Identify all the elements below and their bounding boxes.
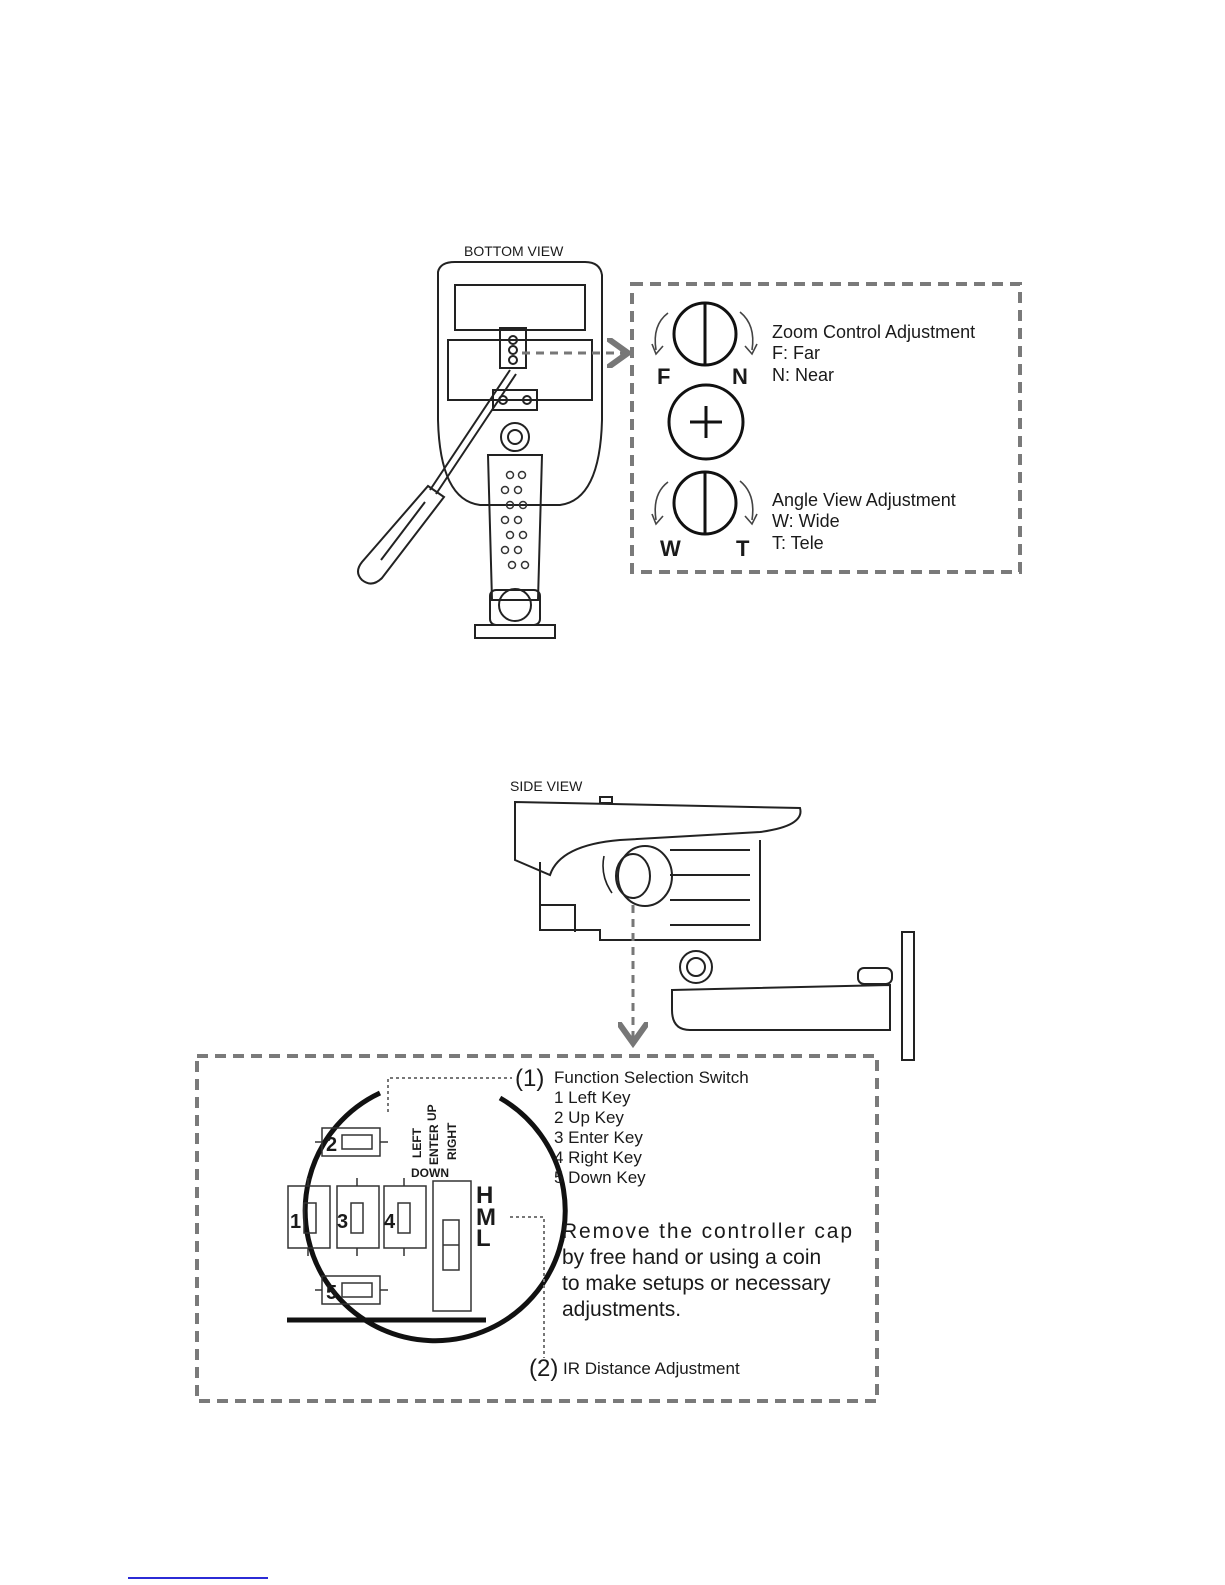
zoom-right-arrowhead xyxy=(745,344,757,354)
instruction-line: to make setups or necessary xyxy=(562,1272,831,1295)
zoom-left-rotate-arrow xyxy=(655,313,668,350)
angle-tele-letter: T xyxy=(736,536,750,561)
angle-dial-icon xyxy=(674,472,736,534)
screw-plus-icon xyxy=(669,385,743,459)
dial-label-up: UP xyxy=(425,1104,439,1121)
camera-bottom-illustration xyxy=(438,262,602,638)
angle-left-rotate-arrow xyxy=(655,482,668,520)
angle-left-arrowhead xyxy=(652,514,663,524)
instruction-line: Remove the controller cap xyxy=(562,1220,852,1243)
zoom-left-arrowhead xyxy=(652,344,663,354)
dial-label-right: RIGHT xyxy=(445,1122,459,1160)
ir-distance-label: IR Distance Adjustment xyxy=(563,1359,740,1378)
hml-m: M xyxy=(476,1204,496,1231)
key-number-2: 2 xyxy=(326,1134,338,1156)
zoom-near-letter: N xyxy=(732,364,748,389)
zoom-dial-icon xyxy=(674,303,736,365)
key-list-item: 5 Down Key xyxy=(554,1168,646,1187)
angle-heading: Angle View Adjustment xyxy=(772,490,956,510)
ir-distance-number: (2) xyxy=(529,1355,559,1382)
ir-slide-switch xyxy=(433,1181,471,1311)
function-switch-leader xyxy=(388,1078,512,1112)
angle-right-arrowhead xyxy=(745,514,757,524)
key-number-3: 3 xyxy=(337,1211,349,1233)
key-list-item: 3 Enter Key xyxy=(554,1128,643,1147)
key-number-5: 5 xyxy=(326,1282,338,1304)
angle-right-rotate-arrow xyxy=(740,481,753,520)
instruction-line: adjustments. xyxy=(562,1298,682,1321)
hml-h: H xyxy=(476,1182,494,1209)
key-list-item: 1 Left Key xyxy=(554,1088,631,1107)
zoom-far-text: F: Far xyxy=(772,343,820,363)
dial-label-down: DOWN xyxy=(411,1166,449,1180)
angle-wide-letter: W xyxy=(660,536,681,561)
key-number-1: 1 xyxy=(290,1211,302,1233)
hml-l: L xyxy=(476,1225,491,1252)
dial-label-enter: ENTER xyxy=(427,1124,441,1165)
key-number-4: 4 xyxy=(384,1211,396,1233)
key-list-item: 4 Right Key xyxy=(554,1148,642,1167)
side-view-title: SIDE VIEW xyxy=(510,778,583,794)
zoom-near-text: N: Near xyxy=(772,365,835,385)
footer-link-underline xyxy=(128,1577,268,1579)
bottom-view-title: BOTTOM VIEW xyxy=(464,243,564,259)
zoom-heading: Zoom Control Adjustment xyxy=(772,322,976,342)
zoom-far-letter: F xyxy=(657,364,671,389)
zoom-right-rotate-arrow xyxy=(740,312,753,350)
dial-label-left: LEFT xyxy=(410,1128,424,1158)
function-switch-heading: Function Selection Switch xyxy=(554,1068,749,1087)
angle-tele-text: T: Tele xyxy=(772,533,824,553)
key-list-item: 2 Up Key xyxy=(554,1108,624,1127)
angle-wide-text: W: Wide xyxy=(772,511,840,531)
camera-side-illustration xyxy=(515,797,914,1060)
instruction-line: by free hand or using a coin xyxy=(562,1246,822,1269)
function-switch-number: (1) xyxy=(515,1065,545,1092)
